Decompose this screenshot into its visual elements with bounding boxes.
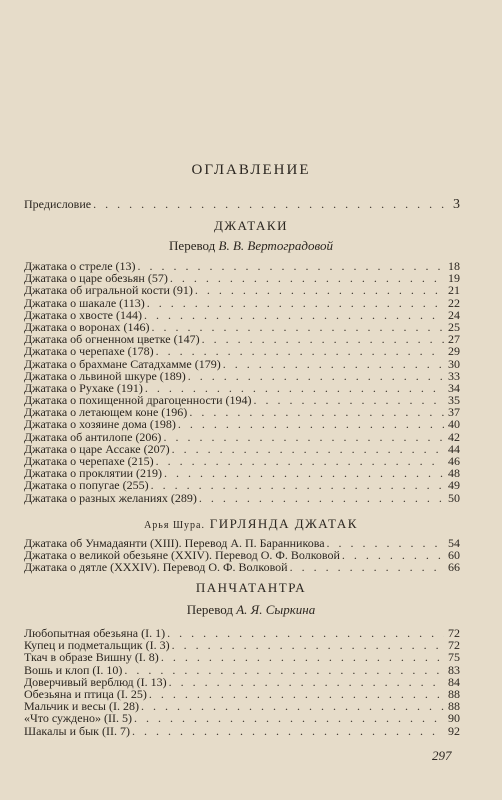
dot-leader <box>342 549 444 561</box>
toc-entry-page: 22 <box>448 295 460 310</box>
toc-entry-page: 44 <box>448 441 460 456</box>
toc-entry-title: Джатака о летающем коне (196) <box>24 405 188 420</box>
toc-entry-title: Вошь и клоп (I. 10) <box>24 662 123 677</box>
garland-heading <box>0 516 502 532</box>
toc-entry <box>24 297 460 309</box>
toc-entry <box>24 418 460 430</box>
dot-leader <box>163 431 444 443</box>
toc-entry-title: Джатака об огненном цветке (147) <box>24 332 200 347</box>
toc-entry-title: Мальчик и весы (I. 28) <box>24 699 139 714</box>
toc-entry-page: 46 <box>448 454 460 468</box>
toc-entry-page: 84 <box>448 674 460 689</box>
dot-leader <box>151 479 444 491</box>
toc-entry-page: 88 <box>448 686 460 701</box>
toc-entry <box>24 651 460 663</box>
toc-entry-page: 92 <box>448 723 460 738</box>
toc-entry-page: 90 <box>448 711 460 726</box>
preface-title: Предисловие <box>24 197 92 211</box>
toc-entry-page: 42 <box>448 429 460 444</box>
dot-leader <box>327 537 444 549</box>
toc-entry-title: Джатака о царе Ассаке (207) <box>24 441 170 456</box>
dot-leader <box>167 627 444 639</box>
dot-leader <box>169 676 444 688</box>
toc-entry-page: 35 <box>448 393 460 408</box>
toc-entry <box>24 561 460 573</box>
toc-entry-title: «Что суждено» (II. 5) <box>24 711 133 726</box>
garland-list <box>24 537 460 574</box>
toc-entry-title: Джатака об Унмадаянти (XIII). Перевод А. П. Баранникова <box>24 536 325 550</box>
toc-entry-page: 21 <box>448 283 460 298</box>
toc-entry-page: 34 <box>448 380 460 395</box>
dot-leader <box>223 358 444 370</box>
toc-entry-title: Джатака о дятле (XXXIV). Перевод О. Ф. Волковой <box>24 560 288 575</box>
toc-entry-title: Джатака о великой обезьяне (XXIV). Перевод О. Ф. Волковой <box>24 548 340 563</box>
toc-entry-title: Доверчивый верблюд (I. 13) <box>24 674 167 689</box>
dot-leader <box>93 198 444 210</box>
toc-entry-title: Джатака о хвосте (144) <box>24 307 142 322</box>
toc-entry-title: Джатака о хозяине дома (198) <box>24 417 176 432</box>
toc-entry-page: 18 <box>448 259 460 273</box>
toc-entry-page: 75 <box>448 650 460 665</box>
toc-entry-title: Джатака о Рухаке (191) <box>24 380 143 395</box>
toc-entry-title: Джатака о шакале (113) <box>24 295 145 310</box>
dot-leader <box>124 664 444 676</box>
toc-entry-title: Ткач в образе Вишну (I. 8) <box>24 650 159 665</box>
toc-entry-page: 40 <box>448 417 460 432</box>
toc-entry-title: Купец и подметальщик (I. 3) <box>24 638 170 653</box>
toc-entry <box>24 725 460 737</box>
panchatantra-translator-name: А. Я. Сыркина <box>236 602 316 617</box>
toc-entry-title: Джатака о воронах (146) <box>24 319 150 334</box>
panchatantra-translator <box>0 602 502 618</box>
toc-entry-page: 54 <box>448 536 460 550</box>
dot-leader <box>149 688 444 700</box>
dot-leader <box>195 284 444 296</box>
toc-entry-page: 37 <box>448 405 460 420</box>
toc-entry-title: Обезьяна и птица (I. 25) <box>24 686 147 701</box>
jatakas-translator-prefix: Перевод <box>169 238 219 253</box>
panchatantra-translator-prefix: Перевод <box>186 602 237 617</box>
dot-leader <box>161 651 444 663</box>
toc-entry-title: Джатака об антилопе (206) <box>24 429 162 444</box>
toc-entry <box>24 345 460 357</box>
toc-entry-page: 27 <box>448 332 460 347</box>
dot-leader <box>134 712 444 724</box>
dot-leader <box>290 561 444 573</box>
toc-entry-title: Джатака о проклятии (219) <box>24 466 163 481</box>
toc-entry-page: 60 <box>448 548 460 563</box>
preface-page: 3 <box>453 197 460 212</box>
dot-leader <box>156 345 444 357</box>
toc-entry-title: Джатака о брахмане Сатадхамме (179) <box>24 356 221 371</box>
contents-title: ОГЛАВЛЕНИЕ <box>191 162 311 178</box>
dot-leader <box>172 443 444 455</box>
dot-leader <box>199 492 444 504</box>
toc-entry-title: Джатака о царе обезьян (57) <box>24 271 168 286</box>
toc-entry-title: Джатака о похищенной драгоценности (194) <box>24 393 252 408</box>
toc-entry <box>24 664 460 676</box>
toc-entry-page: 88 <box>448 699 460 714</box>
dot-leader <box>156 455 444 467</box>
toc-entry <box>24 479 460 491</box>
toc-entry-title: Джатака о черепахе (215) <box>24 454 154 468</box>
toc-entry-page: 83 <box>448 662 460 677</box>
toc-entry <box>24 284 460 296</box>
preface-row <box>24 198 460 210</box>
toc-entry-page: 33 <box>448 368 460 383</box>
garland-title: ГИРЛЯНДА ДЖАТАК <box>205 516 358 531</box>
toc-entry-title: Джатака об игральной кости (91) <box>24 283 193 298</box>
dot-leader <box>202 333 444 345</box>
toc-entry <box>24 712 460 724</box>
dot-leader <box>147 297 444 309</box>
toc-entry-title: Шакалы и бык (II. 7) <box>24 723 130 738</box>
dot-leader <box>254 394 445 406</box>
toc-entry-page: 66 <box>448 560 460 575</box>
dot-leader <box>178 418 444 430</box>
toc-entry-title: Джатака о черепахе (178) <box>24 344 154 359</box>
jatakas-list <box>24 260 460 504</box>
toc-entry-title: Любопытная обезьяна (I. 1) <box>24 626 166 640</box>
toc-entry-title: Джатака о попугае (255) <box>24 478 149 493</box>
dot-leader <box>138 260 444 272</box>
toc-entry-page: 72 <box>448 638 460 653</box>
toc-entry-title: Джатака о разных желаниях (289) <box>24 490 197 505</box>
panchatantra-list <box>24 627 460 737</box>
toc-entry-page: 29 <box>448 344 460 359</box>
dot-leader <box>141 700 444 712</box>
panchatantra-heading: ПАНЧАТАНТРА <box>195 580 307 595</box>
toc-entry-title: Джатака о львиной шкуре (189) <box>24 368 186 383</box>
dot-leader <box>189 406 444 418</box>
toc-entry-page: 30 <box>448 356 460 371</box>
dot-leader <box>164 467 444 479</box>
toc-entry-page: 49 <box>448 478 460 493</box>
toc-entry <box>24 358 460 370</box>
toc-entry-page: 19 <box>448 271 460 286</box>
toc-entry-page: 24 <box>448 307 460 322</box>
garland-author: Арья Шура. <box>144 520 205 531</box>
dot-leader <box>144 309 444 321</box>
page-number: 297 <box>432 748 452 763</box>
toc-entry <box>24 492 460 504</box>
dot-leader <box>188 370 444 382</box>
dot-leader <box>172 639 444 651</box>
toc-entry-page: 25 <box>448 319 460 334</box>
toc-entry-page: 50 <box>448 490 460 505</box>
jatakas-translator-name: В. В. Вертоградовой <box>218 238 333 253</box>
toc-entry-page: 48 <box>448 466 460 481</box>
toc-entry-title: Джатака о стреле (13) <box>24 259 136 273</box>
jatakas-translator <box>0 238 502 254</box>
jatakas-heading: ДЖАТАКИ <box>213 218 288 233</box>
toc-entry-page: 72 <box>448 626 460 640</box>
toc-entry <box>24 431 460 443</box>
dot-leader <box>170 272 444 284</box>
dot-leader <box>132 725 444 737</box>
